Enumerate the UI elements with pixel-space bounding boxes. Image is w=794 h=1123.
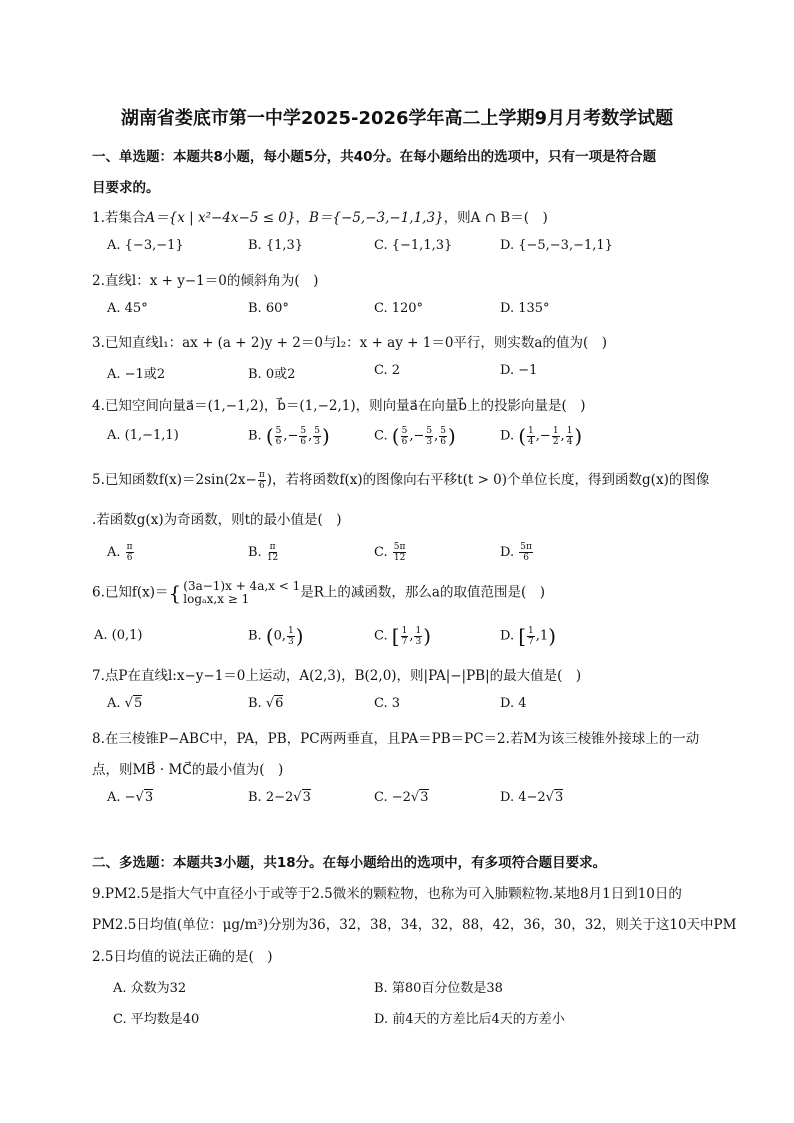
q5-pi-den: 6 — [258, 481, 265, 491]
q5-option-b[interactable] — [248, 542, 279, 563]
q5-d-num: 5π — [520, 542, 532, 552]
q6-piece-2: logₐx,x ≥ 1 — [183, 592, 250, 606]
q5-option-d[interactable] — [500, 542, 534, 563]
q8-option-a[interactable]: A. −√3 — [107, 790, 154, 805]
q8-option-d[interactable]: D. 4−2√3 — [500, 790, 564, 805]
q4-option-d[interactable]: D. ( $\frac{1}{4}$ ,− $\frac{1}{2}$ , $\frac{1}{4}$ ) — [500, 424, 583, 448]
q9-stem-cont-1: PM2.5日均值(单位：μg/m³)分别为36，32，38，34，32，88，42，36，30，32，则关于这10天中PM — [92, 917, 737, 933]
q9-option-c[interactable]: C. 平均数是40 — [113, 1012, 200, 1027]
q6-stem-b: 是R上的减函数，那么a的取值范围是( ) — [300, 584, 545, 601]
q3-option-c[interactable]: C. 2 — [374, 363, 401, 378]
q5-c-den: 12 — [393, 553, 406, 563]
q8-d-root: 3 — [554, 790, 564, 805]
q5-a-num: π — [126, 542, 133, 552]
q5-d-den: 6 — [523, 553, 529, 563]
q9-option-a[interactable]: A. 众数为32 — [113, 981, 187, 996]
q5-option-b-label: B. — [248, 545, 262, 560]
q7-option-c[interactable]: C. 3 — [374, 696, 401, 711]
q2-option-d[interactable]: D. 135° — [500, 301, 550, 316]
q8-option-d-label: D. 4−2 — [500, 790, 546, 805]
section-1-heading-cont: 目要求的。 — [92, 180, 160, 196]
section-2-heading: 二、多选题：本题共3小题，共18分。在每小题给出的选项中，有多项符合题目要求。 — [92, 855, 607, 871]
q3-stem: 3.已知直线l₁：ax + (a + 2)y + 2＝0与l₂：x + ay + 1＝0平行，则实数a的值为( ) — [92, 335, 607, 351]
q1-option-d[interactable]: D. {−5,−3,−1,1} — [500, 238, 613, 253]
q5-option-a-label: A. — [107, 545, 121, 560]
q1-set-b: B＝{−5,−3,−1,1,3} — [309, 210, 444, 226]
q6-option-a[interactable]: A. (0,1) — [94, 628, 143, 643]
q6-stem: 6.已知f(x)＝{ (3a−1)x + 4a,x < 1 logₐx,x ≥ 1 是R上的减函数，那么a的取值范围是( ) — [92, 579, 545, 606]
q5-b-den: 12 — [266, 553, 279, 563]
q2-option-a[interactable]: A. 45° — [107, 301, 148, 316]
q4-option-d-label: D. — [500, 428, 515, 444]
q9-stem: 9.PM2.5是指大气中直径小于或等于2.5微米的颗粒物，也称为可入肺颗粒物.某地8月1日到10日的 — [92, 886, 682, 902]
q4-option-c-label: C. — [374, 428, 388, 444]
q1-sep: ， — [295, 210, 309, 226]
q6-stem-a: 6.已知f(x)＝ — [92, 584, 169, 601]
q8-option-a-label: A. − — [107, 790, 136, 805]
q6-option-c[interactable]: C. [ $\frac{1}{7}$ , $\frac{1}{3}$ ) — [374, 624, 431, 648]
q5-option-c[interactable] — [374, 542, 407, 563]
q6-option-b[interactable]: B. (0, $\frac{1}{3}$ ) — [248, 624, 304, 648]
q4-option-a[interactable]: A. (1,−1,1) — [107, 428, 179, 443]
q4-stem: 4.已知空间向量a⃗＝(1,−1,2)，b⃗＝(1,−2,1)，则向量a⃗在向量b⃗上的投影向量是( ) — [92, 398, 586, 414]
q1-stem-b: ，则A ∩ B＝( ) — [443, 210, 548, 226]
q8-option-b-label: B. 2−2 — [248, 790, 294, 805]
q5-a-den: 6 — [126, 553, 133, 563]
q5-c-num: 5π — [393, 542, 406, 552]
q5-stem-b: )，若将函数f(x)的图像向右平移t(t > 0)个单位长度，得到函数g(x)的图像 — [266, 472, 710, 488]
q7-a-root: 5 — [133, 696, 143, 711]
q9-stem-cont-2: 2.5日均值的说法正确的是( ) — [92, 949, 273, 965]
q8-option-c[interactable]: C. −2√3 — [374, 790, 429, 805]
q6-option-b-label: B. — [248, 628, 262, 644]
q6-option-c-label: C. — [374, 628, 388, 644]
q3-option-d[interactable]: D. −1 — [500, 363, 538, 378]
q7-option-a-label: A. — [107, 696, 121, 711]
q1-set-a: A＝{x | x²−4x−5 ≤ 0} — [145, 210, 296, 226]
q6-piecewise — [183, 580, 300, 606]
q5-option-d-label: D. — [500, 545, 515, 560]
q5-option-c-label: C. — [374, 545, 388, 560]
q8-stem: 8.在三棱锥P−ABC中，PA，PB，PC两两垂直，且PA＝PB＝PC＝2.若M为该三棱锥外接球上的一动 — [92, 731, 700, 747]
q3-option-a[interactable]: A. −1或2 — [107, 367, 166, 382]
q1-stem-a: 1.若集合 — [92, 210, 146, 226]
q4-option-b[interactable]: B. ( $\frac{5}{6}$ ,− $\frac{5}{6}$ , $\frac{5}{3}$ ) — [248, 424, 330, 448]
q9-option-b[interactable]: B. 第80百分位数是38 — [374, 981, 503, 996]
q2-option-c[interactable]: C. 120° — [374, 301, 424, 316]
q5-stem-cont: .若函数g(x)为奇函数，则t的最小值是( ) — [92, 512, 342, 528]
exam-title: 湖南省娄底市第一中学2025-2026学年高二上学期9月月考数学试题 — [120, 108, 674, 129]
section-1-heading: 一、单选题：本题共8小题，每小题5分，共40分。在每小题给出的选项中，只有一项是符合题 — [92, 149, 657, 165]
q6-option-d-label: D. — [500, 628, 515, 644]
q8-c-root: 3 — [420, 790, 429, 805]
q4-option-b-label: B. — [248, 428, 262, 444]
q1-option-a[interactable]: A. {−3,−1} — [107, 238, 184, 253]
q4-option-c[interactable]: C. ( $\frac{5}{6}$ ,− $\frac{5}{3}$ , $\frac{5}{6}$ ) — [374, 424, 456, 448]
q5-pi-num: π — [258, 470, 265, 480]
q5-stem-a: 5.已知函数f(x)＝2sin(2x− — [92, 472, 257, 488]
q6-option-d[interactable]: D. [ $\frac{1}{7}$ ,1) — [500, 624, 556, 648]
q8-stem-cont: 点，则MB⃗ · MC⃗的最小值为( ) — [92, 762, 284, 778]
q7-option-a[interactable]: A. √5 — [107, 696, 143, 711]
q6-piece-1: (3a−1)x + 4a,x < 1 — [183, 579, 301, 593]
q8-b-root: 3 — [302, 790, 311, 805]
q3-option-b[interactable]: B. 0或2 — [248, 367, 296, 382]
q2-option-b[interactable]: B. 60° — [248, 301, 289, 316]
q1-stem — [92, 206, 548, 226]
q5-b-num: π — [269, 542, 276, 552]
q1-option-b[interactable]: B. {1,3} — [248, 238, 304, 253]
q7-option-b[interactable]: B. √6 — [248, 696, 284, 711]
q8-option-b[interactable]: B. 2−2√3 — [248, 790, 311, 805]
q7-option-d[interactable]: D. 4 — [500, 696, 527, 711]
q8-a-root: 3 — [144, 790, 154, 805]
q7-stem: 7.点P在直线l:x−y−1＝0上运动，A(2,3)，B(2,0)，则|PA|−|PB|的最大值是( ) — [92, 668, 582, 684]
q8-option-c-label: C. −2 — [374, 790, 411, 805]
q5-stem — [92, 468, 709, 491]
q7-option-b-label: B. — [248, 696, 262, 711]
q7-b-root: 6 — [275, 696, 284, 711]
q1-option-c[interactable]: C. {−1,1,3} — [374, 238, 453, 253]
q9-option-d[interactable]: D. 前4天的方差比后4天的方差小 — [374, 1012, 565, 1027]
q5-option-a[interactable] — [107, 542, 135, 563]
q2-stem: 2.直线l：x + y−1＝0的倾斜角为( ) — [92, 273, 319, 289]
